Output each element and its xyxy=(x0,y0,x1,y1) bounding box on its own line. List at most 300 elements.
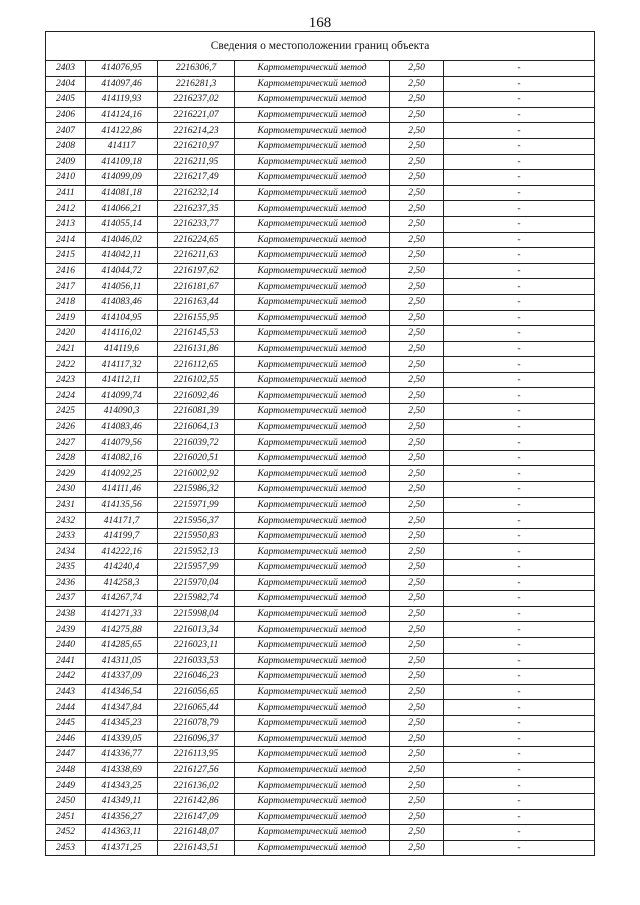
table-row xyxy=(46,92,595,108)
accuracy-cell: 2,50 xyxy=(390,669,444,685)
method-cell: Картометрический метод xyxy=(235,185,390,201)
x-coordinate-cell: 414055,14 xyxy=(86,216,158,232)
description-cell: - xyxy=(444,793,595,809)
point-number-cell: 2418 xyxy=(46,294,86,310)
x-coordinate-cell: 414119,6 xyxy=(86,341,158,357)
x-coordinate-cell: 414371,25 xyxy=(86,840,158,856)
description-cell: - xyxy=(444,747,595,763)
y-coordinate-cell: 2216127,56 xyxy=(158,762,235,778)
point-number-cell: 2446 xyxy=(46,731,86,747)
x-coordinate-cell: 414275,88 xyxy=(86,622,158,638)
page-number: 168 xyxy=(308,15,332,31)
description-cell: - xyxy=(444,560,595,576)
method-cell: Картометрический метод xyxy=(235,404,390,420)
accuracy-cell: 2,50 xyxy=(390,528,444,544)
y-coordinate-cell: 2216145,53 xyxy=(158,326,235,342)
y-coordinate-cell: 2216065,44 xyxy=(158,700,235,716)
point-number-cell: 2421 xyxy=(46,341,86,357)
accuracy-cell: 2,50 xyxy=(390,404,444,420)
x-coordinate-cell: 414117 xyxy=(86,138,158,154)
description-cell: - xyxy=(444,435,595,451)
method-cell: Картометрический метод xyxy=(235,606,390,622)
description-cell: - xyxy=(444,684,595,700)
description-cell: - xyxy=(444,528,595,544)
x-coordinate-cell: 414339,05 xyxy=(86,731,158,747)
x-coordinate-cell: 414099,74 xyxy=(86,388,158,404)
method-cell: Картометрический метод xyxy=(235,637,390,653)
y-coordinate-cell: 2216102,55 xyxy=(158,372,235,388)
point-number-cell: 2425 xyxy=(46,404,86,420)
y-coordinate-cell: 2216033,53 xyxy=(158,653,235,669)
x-coordinate-cell: 414343,25 xyxy=(86,778,158,794)
y-coordinate-cell: 2216211,95 xyxy=(158,154,235,170)
accuracy-cell: 2,50 xyxy=(390,76,444,92)
y-coordinate-cell: 2215952,13 xyxy=(158,544,235,560)
table-row xyxy=(46,138,595,154)
x-coordinate-cell: 414240,4 xyxy=(86,560,158,576)
x-coordinate-cell: 414090,3 xyxy=(86,404,158,420)
y-coordinate-cell: 2216020,51 xyxy=(158,450,235,466)
accuracy-cell: 2,50 xyxy=(390,466,444,482)
point-number-cell: 2444 xyxy=(46,700,86,716)
accuracy-cell: 2,50 xyxy=(390,248,444,264)
description-cell: - xyxy=(444,778,595,794)
accuracy-cell: 2,50 xyxy=(390,637,444,653)
description-cell: - xyxy=(444,138,595,154)
accuracy-cell: 2,50 xyxy=(390,700,444,716)
table-row xyxy=(46,762,595,778)
accuracy-cell: 2,50 xyxy=(390,809,444,825)
x-coordinate-cell: 414363,11 xyxy=(86,825,158,841)
description-cell: - xyxy=(444,263,595,279)
description-cell: - xyxy=(444,357,595,373)
method-cell: Картометрический метод xyxy=(235,778,390,794)
y-coordinate-cell: 2216092,46 xyxy=(158,388,235,404)
x-coordinate-cell: 414109,18 xyxy=(86,154,158,170)
y-coordinate-cell: 2215982,74 xyxy=(158,591,235,607)
x-coordinate-cell: 414116,02 xyxy=(86,326,158,342)
accuracy-cell: 2,50 xyxy=(390,310,444,326)
x-coordinate-cell: 414311,05 xyxy=(86,653,158,669)
x-coordinate-cell: 414337,09 xyxy=(86,669,158,685)
y-coordinate-cell: 2216214,23 xyxy=(158,123,235,139)
accuracy-cell: 2,50 xyxy=(390,793,444,809)
point-number-cell: 2434 xyxy=(46,544,86,560)
accuracy-cell: 2,50 xyxy=(390,123,444,139)
table-row xyxy=(46,731,595,747)
point-number-cell: 2449 xyxy=(46,778,86,794)
accuracy-cell: 2,50 xyxy=(390,138,444,154)
x-coordinate-cell: 414349,11 xyxy=(86,793,158,809)
table-row xyxy=(46,170,595,186)
point-number-cell: 2445 xyxy=(46,715,86,731)
table-row xyxy=(46,825,595,841)
y-coordinate-cell: 2216232,14 xyxy=(158,185,235,201)
table-row xyxy=(46,809,595,825)
description-cell: - xyxy=(444,372,595,388)
method-cell: Картометрический метод xyxy=(235,793,390,809)
method-cell: Картометрический метод xyxy=(235,840,390,856)
table-row xyxy=(46,76,595,92)
description-cell: - xyxy=(444,326,595,342)
method-cell: Картометрический метод xyxy=(235,294,390,310)
method-cell: Картометрический метод xyxy=(235,700,390,716)
y-coordinate-cell: 2215957,99 xyxy=(158,560,235,576)
description-cell: - xyxy=(444,232,595,248)
method-cell: Картометрический метод xyxy=(235,731,390,747)
method-cell: Картометрический метод xyxy=(235,560,390,576)
description-cell: - xyxy=(444,544,595,560)
accuracy-cell: 2,50 xyxy=(390,341,444,357)
x-coordinate-cell: 414082,16 xyxy=(86,450,158,466)
x-coordinate-cell: 414271,33 xyxy=(86,606,158,622)
y-coordinate-cell: 2216211,63 xyxy=(158,248,235,264)
table-row xyxy=(46,575,595,591)
y-coordinate-cell: 2215986,32 xyxy=(158,482,235,498)
table-row xyxy=(46,123,595,139)
y-coordinate-cell: 2216306,7 xyxy=(158,61,235,77)
description-cell: - xyxy=(444,606,595,622)
method-cell: Картометрический метод xyxy=(235,248,390,264)
y-coordinate-cell: 2216023,11 xyxy=(158,637,235,653)
y-coordinate-cell: 2216210,97 xyxy=(158,138,235,154)
point-number-cell: 2415 xyxy=(46,248,86,264)
y-coordinate-cell: 2216013,34 xyxy=(158,622,235,638)
point-number-cell: 2451 xyxy=(46,809,86,825)
y-coordinate-cell: 2216056,65 xyxy=(158,684,235,700)
table-row xyxy=(46,201,595,217)
point-number-cell: 2406 xyxy=(46,107,86,123)
point-number-cell: 2441 xyxy=(46,653,86,669)
point-number-cell: 2411 xyxy=(46,185,86,201)
point-number-cell: 2424 xyxy=(46,388,86,404)
accuracy-cell: 2,50 xyxy=(390,61,444,77)
table-row xyxy=(46,404,595,420)
table-row xyxy=(46,263,595,279)
description-cell: - xyxy=(444,653,595,669)
point-number-cell: 2426 xyxy=(46,419,86,435)
table-row xyxy=(46,513,595,529)
point-number-cell: 2433 xyxy=(46,528,86,544)
accuracy-cell: 2,50 xyxy=(390,92,444,108)
y-coordinate-cell: 2216155,95 xyxy=(158,310,235,326)
point-number-cell: 2440 xyxy=(46,637,86,653)
method-cell: Картометрический метод xyxy=(235,107,390,123)
y-coordinate-cell: 2216131,86 xyxy=(158,341,235,357)
accuracy-cell: 2,50 xyxy=(390,575,444,591)
point-number-cell: 2417 xyxy=(46,279,86,295)
table-row xyxy=(46,326,595,342)
y-coordinate-cell: 2216081,39 xyxy=(158,404,235,420)
accuracy-cell: 2,50 xyxy=(390,684,444,700)
method-cell: Картометрический метод xyxy=(235,466,390,482)
accuracy-cell: 2,50 xyxy=(390,372,444,388)
accuracy-cell: 2,50 xyxy=(390,201,444,217)
table-row xyxy=(46,715,595,731)
x-coordinate-cell: 414122,86 xyxy=(86,123,158,139)
description-cell: - xyxy=(444,310,595,326)
method-cell: Картометрический метод xyxy=(235,279,390,295)
point-number-cell: 2404 xyxy=(46,76,86,92)
x-coordinate-cell: 414119,93 xyxy=(86,92,158,108)
method-cell: Картометрический метод xyxy=(235,357,390,373)
point-number-cell: 2408 xyxy=(46,138,86,154)
description-cell: - xyxy=(444,92,595,108)
table-row xyxy=(46,107,595,123)
table-row xyxy=(46,669,595,685)
point-number-cell: 2442 xyxy=(46,669,86,685)
description-cell: - xyxy=(444,248,595,264)
y-coordinate-cell: 2215970,04 xyxy=(158,575,235,591)
table-row xyxy=(46,466,595,482)
table-row xyxy=(46,528,595,544)
x-coordinate-cell: 414345,23 xyxy=(86,715,158,731)
y-coordinate-cell: 2216142,86 xyxy=(158,793,235,809)
y-coordinate-cell: 2216148,07 xyxy=(158,825,235,841)
accuracy-cell: 2,50 xyxy=(390,185,444,201)
accuracy-cell: 2,50 xyxy=(390,497,444,513)
y-coordinate-cell: 2216078,79 xyxy=(158,715,235,731)
description-cell: - xyxy=(444,404,595,420)
description-cell: - xyxy=(444,279,595,295)
y-coordinate-cell: 2216064,13 xyxy=(158,419,235,435)
method-cell: Картометрический метод xyxy=(235,653,390,669)
method-cell: Картометрический метод xyxy=(235,326,390,342)
accuracy-cell: 2,50 xyxy=(390,170,444,186)
method-cell: Картометрический метод xyxy=(235,138,390,154)
accuracy-cell: 2,50 xyxy=(390,294,444,310)
point-number-cell: 2435 xyxy=(46,560,86,576)
point-number-cell: 2423 xyxy=(46,372,86,388)
x-coordinate-cell: 414112,11 xyxy=(86,372,158,388)
table-row xyxy=(46,637,595,653)
method-cell: Картометрический метод xyxy=(235,622,390,638)
y-coordinate-cell: 2216136,02 xyxy=(158,778,235,794)
y-coordinate-cell: 2216221,07 xyxy=(158,107,235,123)
method-cell: Картометрический метод xyxy=(235,669,390,685)
description-cell: - xyxy=(444,715,595,731)
point-number-cell: 2452 xyxy=(46,825,86,841)
table-row xyxy=(46,747,595,763)
table-row xyxy=(46,544,595,560)
y-coordinate-cell: 2216217,49 xyxy=(158,170,235,186)
y-coordinate-cell: 2216002,92 xyxy=(158,466,235,482)
method-cell: Картометрический метод xyxy=(235,575,390,591)
y-coordinate-cell: 2215950,83 xyxy=(158,528,235,544)
table-row xyxy=(46,778,595,794)
description-cell: - xyxy=(444,76,595,92)
point-number-cell: 2430 xyxy=(46,482,86,498)
description-cell: - xyxy=(444,154,595,170)
x-coordinate-cell: 414117,32 xyxy=(86,357,158,373)
table-row xyxy=(46,248,595,264)
point-number-cell: 2450 xyxy=(46,793,86,809)
description-cell: - xyxy=(444,107,595,123)
x-coordinate-cell: 414285,65 xyxy=(86,637,158,653)
description-cell: - xyxy=(444,637,595,653)
y-coordinate-cell: 2216237,35 xyxy=(158,201,235,217)
table-row xyxy=(46,388,595,404)
point-number-cell: 2405 xyxy=(46,92,86,108)
point-number-cell: 2436 xyxy=(46,575,86,591)
method-cell: Картометрический метод xyxy=(235,310,390,326)
description-cell: - xyxy=(444,216,595,232)
accuracy-cell: 2,50 xyxy=(390,544,444,560)
table-row xyxy=(46,419,595,435)
table-title: Сведения о местоположении границ объекта xyxy=(46,32,595,61)
description-cell: - xyxy=(444,170,595,186)
table-row xyxy=(46,606,595,622)
y-coordinate-cell: 2216281,3 xyxy=(158,76,235,92)
method-cell: Картометрический метод xyxy=(235,201,390,217)
method-cell: Картометрический метод xyxy=(235,544,390,560)
method-cell: Картометрический метод xyxy=(235,497,390,513)
point-number-cell: 2413 xyxy=(46,216,86,232)
x-coordinate-cell: 414076,95 xyxy=(86,61,158,77)
method-cell: Картометрический метод xyxy=(235,123,390,139)
accuracy-cell: 2,50 xyxy=(390,357,444,373)
accuracy-cell: 2,50 xyxy=(390,513,444,529)
x-coordinate-cell: 414066,21 xyxy=(86,201,158,217)
accuracy-cell: 2,50 xyxy=(390,762,444,778)
y-coordinate-cell: 2216039,72 xyxy=(158,435,235,451)
table-row xyxy=(46,497,595,513)
x-coordinate-cell: 414092,25 xyxy=(86,466,158,482)
accuracy-cell: 2,50 xyxy=(390,216,444,232)
method-cell: Картометрический метод xyxy=(235,216,390,232)
x-coordinate-cell: 414083,46 xyxy=(86,419,158,435)
method-cell: Картометрический метод xyxy=(235,591,390,607)
table-row xyxy=(46,793,595,809)
table-row xyxy=(46,372,595,388)
description-cell: - xyxy=(444,61,595,77)
method-cell: Картометрический метод xyxy=(235,76,390,92)
x-coordinate-cell: 414199,7 xyxy=(86,528,158,544)
x-coordinate-cell: 414099,09 xyxy=(86,170,158,186)
point-number-cell: 2419 xyxy=(46,310,86,326)
description-cell: - xyxy=(444,622,595,638)
table-row xyxy=(46,357,595,373)
point-number-cell: 2432 xyxy=(46,513,86,529)
description-cell: - xyxy=(444,591,595,607)
table-row xyxy=(46,560,595,576)
accuracy-cell: 2,50 xyxy=(390,326,444,342)
table-row xyxy=(46,185,595,201)
table-row xyxy=(46,653,595,669)
description-cell: - xyxy=(444,700,595,716)
description-cell: - xyxy=(444,294,595,310)
point-number-cell: 2431 xyxy=(46,497,86,513)
y-coordinate-cell: 2216112,65 xyxy=(158,357,235,373)
y-coordinate-cell: 2216233,77 xyxy=(158,216,235,232)
point-number-cell: 2422 xyxy=(46,357,86,373)
x-coordinate-cell: 414097,46 xyxy=(86,76,158,92)
method-cell: Картометрический метод xyxy=(235,388,390,404)
description-cell: - xyxy=(444,482,595,498)
y-coordinate-cell: 2216147,09 xyxy=(158,809,235,825)
y-coordinate-cell: 2216046,23 xyxy=(158,669,235,685)
x-coordinate-cell: 414258,3 xyxy=(86,575,158,591)
description-cell: - xyxy=(444,731,595,747)
x-coordinate-cell: 414222,16 xyxy=(86,544,158,560)
description-cell: - xyxy=(444,809,595,825)
x-coordinate-cell: 414346,54 xyxy=(86,684,158,700)
x-coordinate-cell: 414347,84 xyxy=(86,700,158,716)
boundary-table-container xyxy=(45,31,595,856)
accuracy-cell: 2,50 xyxy=(390,450,444,466)
y-coordinate-cell: 2216197,62 xyxy=(158,263,235,279)
table-row xyxy=(46,482,595,498)
x-coordinate-cell: 414267,74 xyxy=(86,591,158,607)
accuracy-cell: 2,50 xyxy=(390,435,444,451)
accuracy-cell: 2,50 xyxy=(390,388,444,404)
method-cell: Картометрический метод xyxy=(235,435,390,451)
point-number-cell: 2409 xyxy=(46,154,86,170)
description-cell: - xyxy=(444,825,595,841)
description-cell: - xyxy=(444,123,595,139)
y-coordinate-cell: 2216163,44 xyxy=(158,294,235,310)
description-cell: - xyxy=(444,840,595,856)
x-coordinate-cell: 414081,18 xyxy=(86,185,158,201)
x-coordinate-cell: 414338,69 xyxy=(86,762,158,778)
accuracy-cell: 2,50 xyxy=(390,622,444,638)
table-row xyxy=(46,840,595,856)
x-coordinate-cell: 414104,95 xyxy=(86,310,158,326)
y-coordinate-cell: 2216096,37 xyxy=(158,731,235,747)
point-number-cell: 2453 xyxy=(46,840,86,856)
x-coordinate-cell: 414044,72 xyxy=(86,263,158,279)
point-number-cell: 2437 xyxy=(46,591,86,607)
description-cell: - xyxy=(444,201,595,217)
y-coordinate-cell: 2216113,95 xyxy=(158,747,235,763)
accuracy-cell: 2,50 xyxy=(390,840,444,856)
accuracy-cell: 2,50 xyxy=(390,154,444,170)
method-cell: Картометрический метод xyxy=(235,825,390,841)
table-row xyxy=(46,341,595,357)
table-row xyxy=(46,61,595,77)
description-cell: - xyxy=(444,185,595,201)
accuracy-cell: 2,50 xyxy=(390,591,444,607)
table-row xyxy=(46,279,595,295)
y-coordinate-cell: 2216143,51 xyxy=(158,840,235,856)
accuracy-cell: 2,50 xyxy=(390,715,444,731)
point-number-cell: 2439 xyxy=(46,622,86,638)
x-coordinate-cell: 414135,56 xyxy=(86,497,158,513)
method-cell: Картометрический метод xyxy=(235,450,390,466)
accuracy-cell: 2,50 xyxy=(390,107,444,123)
x-coordinate-cell: 414083,46 xyxy=(86,294,158,310)
y-coordinate-cell: 2215998,04 xyxy=(158,606,235,622)
accuracy-cell: 2,50 xyxy=(390,560,444,576)
description-cell: - xyxy=(444,388,595,404)
method-cell: Картометрический метод xyxy=(235,61,390,77)
point-number-cell: 2448 xyxy=(46,762,86,778)
x-coordinate-cell: 414356,27 xyxy=(86,809,158,825)
table-row xyxy=(46,310,595,326)
method-cell: Картометрический метод xyxy=(235,513,390,529)
table-row xyxy=(46,294,595,310)
y-coordinate-cell: 2216181,67 xyxy=(158,279,235,295)
y-coordinate-cell: 2216237,02 xyxy=(158,92,235,108)
x-coordinate-cell: 414171,7 xyxy=(86,513,158,529)
point-number-cell: 2447 xyxy=(46,747,86,763)
method-cell: Картометрический метод xyxy=(235,341,390,357)
accuracy-cell: 2,50 xyxy=(390,279,444,295)
y-coordinate-cell: 2215971,99 xyxy=(158,497,235,513)
description-cell: - xyxy=(444,419,595,435)
description-cell: - xyxy=(444,669,595,685)
point-number-cell: 2428 xyxy=(46,450,86,466)
